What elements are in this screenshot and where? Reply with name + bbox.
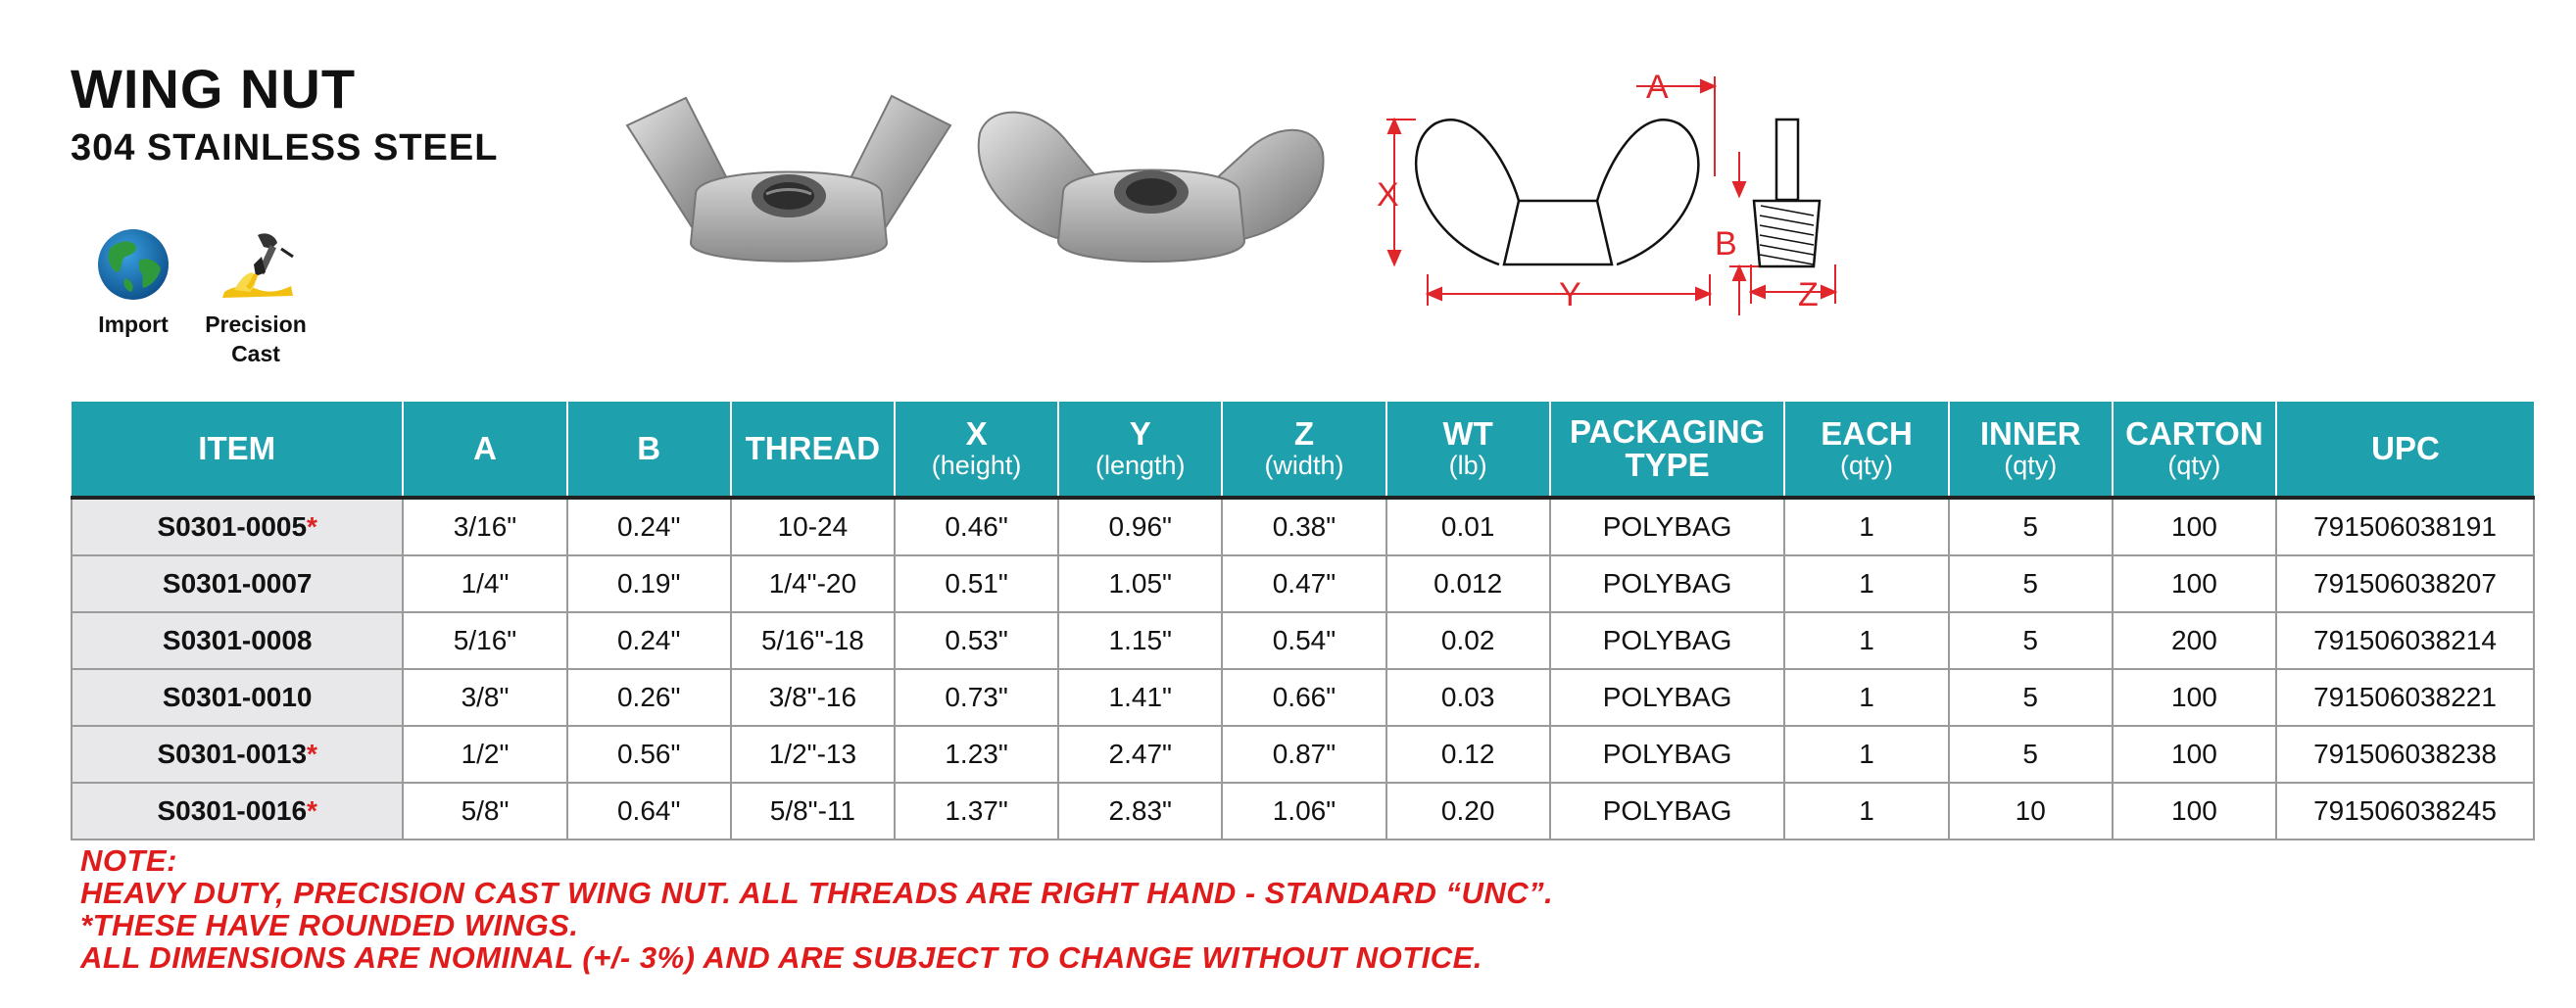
cell-z: 1.06" <box>1222 783 1385 840</box>
cell-upc: 791506038214 <box>2276 612 2534 669</box>
wing-nut-photo-rounded-wings <box>970 94 1333 280</box>
precision-label-line1: Precision <box>205 312 307 337</box>
cell-item: S0301-0005* <box>72 498 403 555</box>
col-inner: INNER (qty) <box>1949 402 2113 498</box>
cell-z: 0.38" <box>1222 498 1385 555</box>
cell-wt: 0.12 <box>1386 726 1550 783</box>
page-title: WING NUT <box>71 58 357 120</box>
table-row <box>72 612 2534 669</box>
cell-x: 1.37" <box>895 783 1058 840</box>
globe-icon <box>96 227 170 302</box>
cell-wt: 0.03 <box>1386 669 1550 726</box>
cell-packaging: POLYBAG <box>1550 669 1785 726</box>
cell-b: 0.24" <box>567 498 731 555</box>
cell-z: 0.66" <box>1222 669 1385 726</box>
cell-x: 1.23" <box>895 726 1058 783</box>
label-x: X <box>1377 176 1399 214</box>
cell-b: 0.19" <box>567 555 731 612</box>
cell-inner: 10 <box>1949 783 2113 840</box>
cell-upc: 791506038238 <box>2276 726 2534 783</box>
cell-upc: 791506038221 <box>2276 669 2534 726</box>
cell-y: 0.96" <box>1058 498 1222 555</box>
cell-inner: 5 <box>1949 498 2113 555</box>
import-badge <box>84 227 182 339</box>
cell-a: 3/16" <box>403 498 566 555</box>
cell-thread: 3/8"-16 <box>731 669 895 726</box>
cell-inner: 5 <box>1949 612 2113 669</box>
cell-packaging: POLYBAG <box>1550 555 1785 612</box>
note-line-3: ALL DIMENSIONS ARE NOMINAL (+/- 3%) AND ARE SUBJECT TO CHANGE WITHOUT NOTICE. <box>80 940 1482 975</box>
cell-each: 1 <box>1784 783 1948 840</box>
col-z: Z (width) <box>1222 402 1385 498</box>
cell-a: 1/2" <box>403 726 566 783</box>
label-z: Z <box>1798 276 1819 313</box>
cell-wt: 0.01 <box>1386 498 1550 555</box>
cell-b: 0.64" <box>567 783 731 840</box>
cell-a: 3/8" <box>403 669 566 726</box>
col-y: Y (length) <box>1058 402 1222 498</box>
cell-carton: 100 <box>2113 783 2276 840</box>
precision-cast-badge <box>192 227 319 368</box>
note-line-2: *THESE HAVE ROUNDED WINGS. <box>80 908 579 942</box>
cell-a: 5/16" <box>403 612 566 669</box>
cell-upc: 791506038207 <box>2276 555 2534 612</box>
table-row <box>72 783 2534 840</box>
cell-z: 0.87" <box>1222 726 1385 783</box>
cell-each: 1 <box>1784 555 1948 612</box>
cell-y: 1.15" <box>1058 612 1222 669</box>
cell-packaging: POLYBAG <box>1550 612 1785 669</box>
cell-inner: 5 <box>1949 555 2113 612</box>
cell-z: 0.47" <box>1222 555 1385 612</box>
cell-y: 1.41" <box>1058 669 1222 726</box>
cell-z: 0.54" <box>1222 612 1385 669</box>
cell-y: 2.83" <box>1058 783 1222 840</box>
col-packaging: PACKAGING TYPE <box>1550 402 1785 498</box>
wing-nut-photo-square-wings <box>617 86 960 282</box>
col-b: B <box>567 402 731 498</box>
table-header-row <box>72 402 2534 498</box>
cell-packaging: POLYBAG <box>1550 498 1785 555</box>
col-x: X (height) <box>895 402 1058 498</box>
cell-item: S0301-0007 <box>72 555 403 612</box>
import-label: Import <box>98 312 169 337</box>
col-thread: THREAD <box>731 402 895 498</box>
label-b: B <box>1715 225 1737 263</box>
cell-x: 0.51" <box>895 555 1058 612</box>
notes-block <box>80 844 1553 974</box>
page-subtitle: 304 STAINLESS STEEL <box>71 127 499 168</box>
cell-thread: 5/8"-11 <box>731 783 895 840</box>
label-a: A <box>1646 69 1669 106</box>
cell-carton: 100 <box>2113 726 2276 783</box>
cell-each: 1 <box>1784 498 1948 555</box>
cell-item: S0301-0010 <box>72 669 403 726</box>
cell-packaging: POLYBAG <box>1550 783 1785 840</box>
note-line-1: HEAVY DUTY, PRECISION CAST WING NUT. ALL THREADS ARE RIGHT HAND - STANDARD “UNC”. <box>80 876 1554 910</box>
cell-thread: 10-24 <box>731 498 895 555</box>
table-row <box>72 726 2534 783</box>
col-a: A <box>403 402 566 498</box>
col-carton: CARTON (qty) <box>2113 402 2276 498</box>
cell-item: S0301-0008 <box>72 612 403 669</box>
precision-cast-icon <box>215 227 297 302</box>
cell-x: 0.53" <box>895 612 1058 669</box>
cell-thread: 1/4"-20 <box>731 555 895 612</box>
spec-table <box>71 402 2535 840</box>
table-row <box>72 669 2534 726</box>
cell-b: 0.26" <box>567 669 731 726</box>
cell-y: 1.05" <box>1058 555 1222 612</box>
cell-thread: 5/16"-18 <box>731 612 895 669</box>
cell-each: 1 <box>1784 669 1948 726</box>
cell-b: 0.56" <box>567 726 731 783</box>
cell-carton: 200 <box>2113 612 2276 669</box>
cell-carton: 100 <box>2113 669 2276 726</box>
cell-inner: 5 <box>1949 669 2113 726</box>
col-upc: UPC <box>2276 402 2534 498</box>
cell-wt: 0.02 <box>1386 612 1550 669</box>
cell-wt: 0.20 <box>1386 783 1550 840</box>
cell-a: 5/8" <box>403 783 566 840</box>
cell-item: S0301-0013* <box>72 726 403 783</box>
cell-upc: 791506038245 <box>2276 783 2534 840</box>
cell-a: 1/4" <box>403 555 566 612</box>
cell-b: 0.24" <box>567 612 731 669</box>
cell-carton: 100 <box>2113 555 2276 612</box>
table-row <box>72 498 2534 555</box>
cell-each: 1 <box>1784 726 1948 783</box>
col-item: ITEM <box>72 402 403 498</box>
cell-upc: 791506038191 <box>2276 498 2534 555</box>
cell-thread: 1/2"-13 <box>731 726 895 783</box>
note-heading: NOTE: <box>80 843 177 878</box>
cell-packaging: POLYBAG <box>1550 726 1785 783</box>
precision-label-line2: Cast <box>231 341 280 366</box>
dimension-diagram <box>1377 59 1886 328</box>
cell-carton: 100 <box>2113 498 2276 555</box>
label-y: Y <box>1559 276 1581 313</box>
table-row <box>72 555 2534 612</box>
cell-wt: 0.012 <box>1386 555 1550 612</box>
col-each: EACH (qty) <box>1784 402 1948 498</box>
cell-each: 1 <box>1784 612 1948 669</box>
cell-item: S0301-0016* <box>72 783 403 840</box>
cell-x: 0.73" <box>895 669 1058 726</box>
cell-y: 2.47" <box>1058 726 1222 783</box>
col-wt: WT (lb) <box>1386 402 1550 498</box>
cell-x: 0.46" <box>895 498 1058 555</box>
cell-inner: 5 <box>1949 726 2113 783</box>
